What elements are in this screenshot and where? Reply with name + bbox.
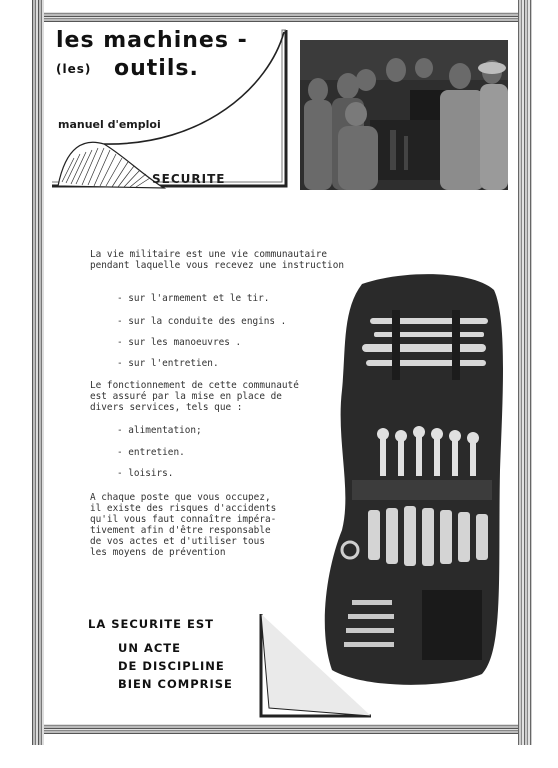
section-label: SECURITE (152, 172, 226, 186)
instruction-item: - sur l'entretien. (117, 358, 219, 369)
service-item: - entretien. (117, 447, 185, 458)
intro-line: pendant laquelle vous recevez une instruction (90, 260, 344, 271)
title-line-2-prefix: (les) (56, 62, 92, 76)
service-item: - alimentation; (117, 425, 202, 436)
subtitle: manuel d'emploi (58, 118, 161, 131)
service-item: - loisirs. (117, 468, 174, 479)
top-border-bar (44, 12, 518, 22)
slogan-line-4: BIEN COMPRISE (118, 677, 233, 691)
slogan-line-1: LA SECURITE EST (88, 617, 214, 631)
title-block (44, 26, 294, 194)
instruction-item: - sur les manoeuvres . (117, 337, 242, 348)
risk-line: qu'il vous faut connaître impéra- (90, 514, 277, 525)
instruction-item: - sur l'armement et le tir. (117, 293, 270, 304)
risk-line: les moyens de prévention (90, 547, 226, 558)
intro-paragraph (90, 249, 344, 271)
risk-line: il existe des risques d'accidents (90, 503, 277, 514)
slogan-line-2: UN ACTE (118, 641, 182, 655)
page-top-edge (32, 0, 532, 10)
right-border (518, 0, 532, 745)
intro-line: La vie militaire est une vie communautaire (90, 249, 328, 260)
title-line-2: outils. (114, 56, 199, 81)
tool-roll-photo (322, 270, 508, 690)
soldiers-photo (300, 40, 508, 190)
instruction-item: - sur la conduite des engins . (117, 316, 287, 327)
community-line: est assuré par la mise en place de (90, 391, 282, 402)
bottom-border-bar (44, 724, 518, 734)
risk-line: tivement afin d'être responsable (90, 525, 271, 536)
title-line-1: les machines - (56, 28, 248, 53)
slogan-line-3: DE DISCIPLINE (118, 659, 225, 673)
community-line: divers services, tels que : (90, 402, 243, 413)
community-paragraph (90, 380, 299, 413)
left-border (32, 0, 44, 745)
community-line: Le fonctionnement de cette communauté (90, 380, 299, 391)
risk-line: de vos actes et d'utiliser tous (90, 536, 265, 547)
risk-paragraph (90, 492, 276, 558)
soldiers-photo-image (300, 40, 508, 190)
risk-line: A chaque poste que vous occupez, (90, 492, 271, 503)
